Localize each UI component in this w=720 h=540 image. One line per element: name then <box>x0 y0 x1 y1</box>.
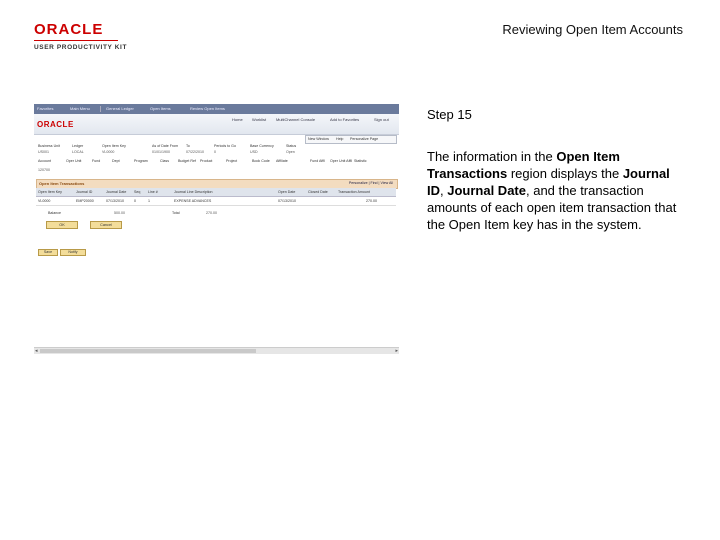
cell-seq: 0 <box>134 199 136 203</box>
brand-bar <box>34 114 399 135</box>
top-nav-bar <box>34 104 399 114</box>
cancel-button[interactable]: Cancel <box>90 221 122 229</box>
value-business-unit: US001 <box>38 150 49 154</box>
label-to: To <box>186 144 190 148</box>
desc-part: , and the transaction amounts of each open item transaction that the Open Item key has in the system. <box>427 183 677 232</box>
scroll-left-arrow-icon[interactable]: ◂ <box>35 348 38 354</box>
cell-open-date: 07/13/2010 <box>278 199 296 203</box>
label-book-code: Book Code <box>252 159 270 163</box>
link-multichannel-console[interactable]: MultiChannel Console <box>276 117 316 122</box>
label-open-item-key: Open Item Key <box>102 144 126 148</box>
grid-column-headers <box>36 188 396 197</box>
value-status: Open <box>286 150 295 154</box>
label-affiliate: Affiliate <box>276 159 288 163</box>
logo-wordmark: ORACLE <box>34 21 104 38</box>
desc-part: The information in the <box>427 149 557 164</box>
nav-separator <box>100 106 101 112</box>
desc-bold-journal-date: Journal Date <box>447 183 526 198</box>
label-fund-affil: Fund Affil <box>310 159 325 163</box>
cell-line-description: EXPENSE ADVANCES <box>174 199 212 203</box>
step-label: Step 15 <box>427 107 472 122</box>
cell-line-number: 1 <box>148 199 150 203</box>
label-status: Status <box>286 144 297 148</box>
label-as-of-date-from: As of Date From <box>152 144 179 148</box>
balance-label: Balance <box>48 211 61 215</box>
link-worklist[interactable]: Worklist <box>252 117 267 122</box>
balance-value: 500.00 <box>114 211 125 215</box>
nav-favorites[interactable]: Favorites <box>37 106 54 111</box>
label-ledger: Ledger <box>72 144 84 148</box>
total-label: Total <box>172 211 180 215</box>
link-help[interactable]: Help <box>336 137 344 141</box>
total-value: 270.00 <box>206 211 217 215</box>
link-personalize-page[interactable]: Personalize Page <box>350 137 379 141</box>
cell-transaction-amount: 270.00 <box>366 199 377 203</box>
link-sign-out[interactable]: Sign out <box>374 117 389 122</box>
link-new-window[interactable]: New Window <box>308 137 329 141</box>
label-class: Class <box>160 159 169 163</box>
desc-bold-journal-id: Journal ID <box>427 166 670 198</box>
col-open-item-key[interactable]: Open Item Key <box>38 190 62 194</box>
grid-title: Open Item Transactions <box>39 181 85 186</box>
ok-button[interactable]: OK <box>46 221 78 229</box>
label-dept: Dept <box>112 159 120 163</box>
link-home[interactable]: Home <box>232 117 243 122</box>
label-oper-unit-affil: Oper Unit Affil <box>330 159 353 163</box>
app-logo: ORACLE <box>37 120 74 129</box>
label-account: Account <box>38 159 51 163</box>
logo-subtitle: USER PRODUCTIVITY KIT <box>34 44 128 51</box>
application-screenshot <box>34 104 399 354</box>
nav-review-open-items[interactable]: Review Open Items <box>190 106 225 111</box>
value-ledger: LOCAL <box>72 150 84 154</box>
label-budget-ref: Budget Ref <box>178 159 196 163</box>
document-title: Reviewing Open Item Accounts <box>502 22 683 37</box>
nav-open-items[interactable]: Open Items <box>150 106 171 111</box>
table-row <box>36 197 396 206</box>
label-fund: Fund <box>92 159 101 163</box>
link-add-favorites[interactable]: Add to Favorites <box>330 117 360 122</box>
horizontal-scrollbar[interactable] <box>34 347 399 354</box>
step-description <box>427 148 685 233</box>
label-business-unit: Business Unit <box>38 144 60 148</box>
scrollbar-thumb[interactable] <box>40 349 256 353</box>
value-to-date: 07/22/2010 <box>186 150 204 154</box>
nav-main-menu[interactable]: Main Menu <box>70 106 90 111</box>
cell-journal-id[interactable]: EMP20000 <box>76 199 94 203</box>
value-open-item-key: VL0000 <box>102 150 115 154</box>
col-open-date[interactable]: Open Date <box>278 190 296 194</box>
col-journal-id[interactable]: Journal ID <box>76 190 93 194</box>
notify-button[interactable]: Notify <box>60 249 86 256</box>
value-periods-to-go: 0 <box>214 150 216 154</box>
scroll-right-arrow-icon[interactable]: ▸ <box>395 348 398 354</box>
desc-part: , <box>440 183 448 198</box>
col-line-number[interactable]: Line # <box>148 190 158 194</box>
grid-nav-links[interactable]: Personalize | Find | View All <box>348 181 393 185</box>
label-statistic: Statistic <box>354 159 367 163</box>
value-account: 120700 <box>38 168 50 172</box>
desc-bold-region: Open Item Transactions <box>427 149 620 181</box>
label-oper-unit: Oper Unit <box>66 159 82 163</box>
cell-journal-date: 07/13/2010 <box>106 199 124 203</box>
value-as-of-date-from: 01/01/1900 <box>152 150 170 154</box>
save-button[interactable]: Save <box>38 249 58 256</box>
desc-part: region displays the <box>507 166 623 181</box>
nav-general-ledger[interactable]: General Ledger <box>106 106 134 111</box>
col-closed-date[interactable]: Closed Date <box>308 190 328 194</box>
oracle-upk-logo <box>34 22 127 52</box>
col-seq[interactable]: Seq <box>134 190 141 194</box>
label-base-currency: Base Currency <box>250 144 274 148</box>
page-links-bar <box>305 135 397 144</box>
col-line-description[interactable]: Journal Line Description <box>174 190 213 194</box>
col-transaction-amount[interactable]: Transaction Amount <box>338 190 370 194</box>
label-project: Project <box>226 159 238 163</box>
value-base-currency: USD <box>250 150 258 154</box>
col-journal-date[interactable]: Journal Date <box>106 190 127 194</box>
logo-rule <box>34 40 118 41</box>
label-product: Product <box>200 159 213 163</box>
label-program: Program <box>134 159 148 163</box>
cell-open-item-key: VL0000 <box>38 199 51 203</box>
label-periods-to-go: Periods to Go <box>214 144 236 148</box>
